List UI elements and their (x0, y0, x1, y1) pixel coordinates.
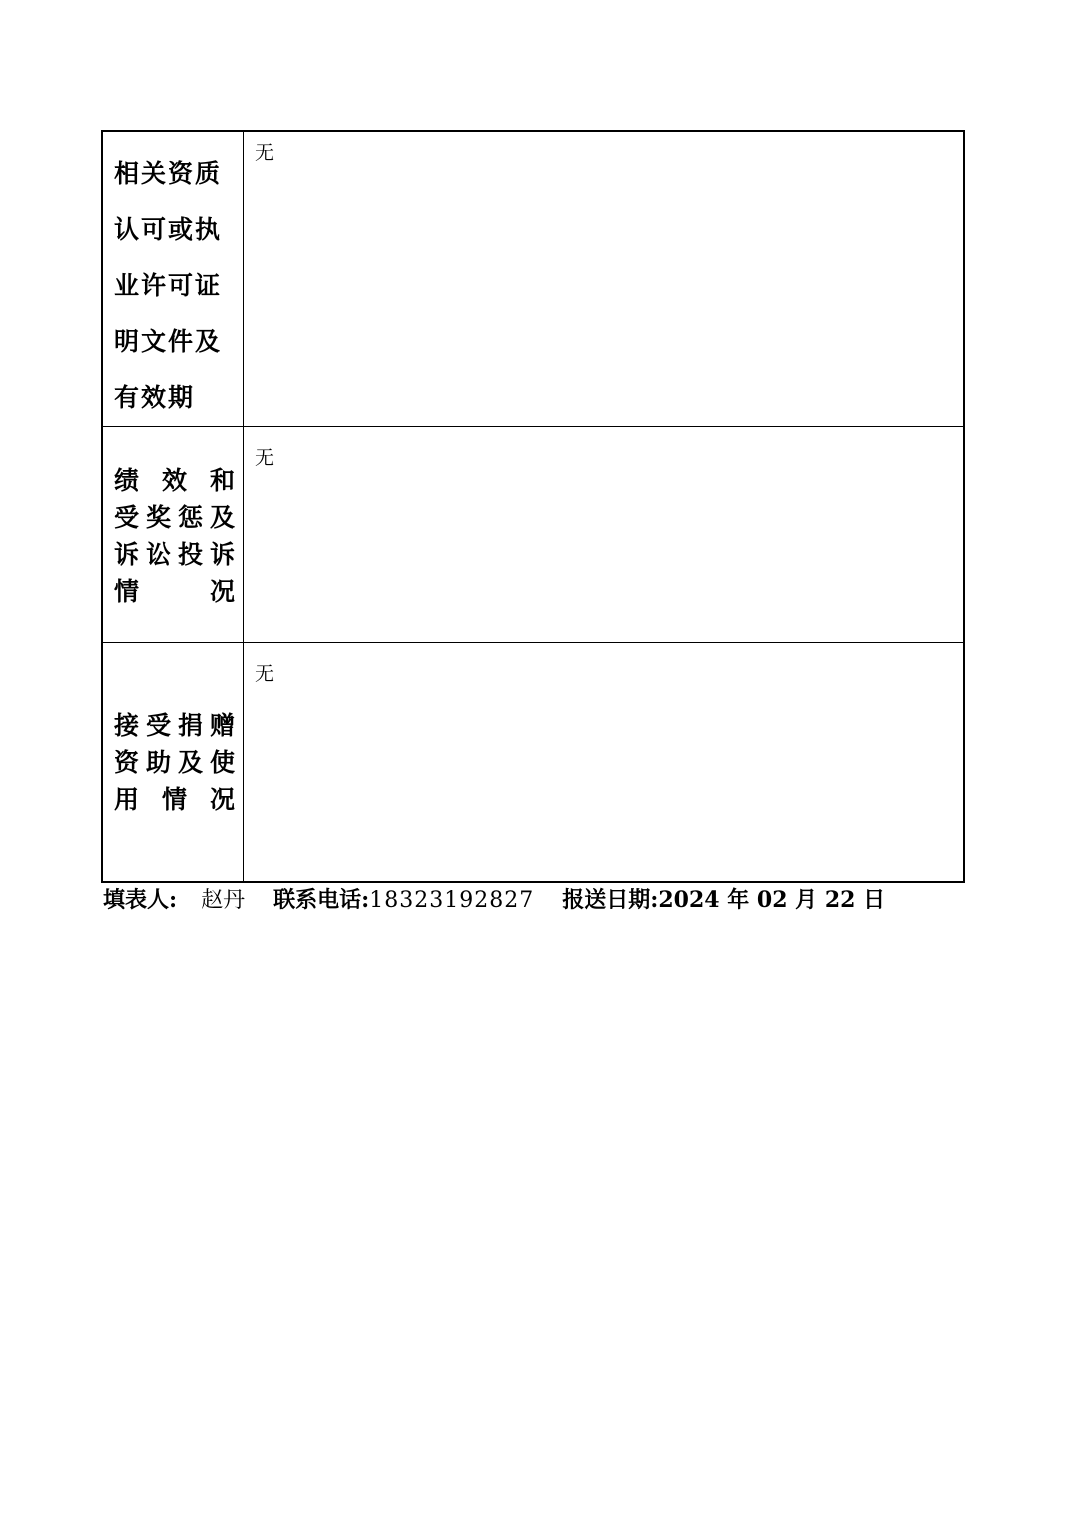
row-value-cell (244, 643, 965, 883)
table-row (102, 427, 964, 643)
qualification-value: 无 (255, 142, 275, 164)
date-value: 2024 年 02 月 22 日 (658, 887, 886, 913)
donation-label-line: 接受捐赠 (114, 711, 235, 740)
donation-label (103, 643, 243, 818)
performance-label-line: 受奖惩及 (114, 503, 235, 532)
row-value-cell (244, 427, 965, 643)
phone-value: 18323192827 (369, 888, 535, 913)
performance-value: 无 (255, 447, 275, 469)
performance-label-line: 情况 (114, 577, 235, 606)
row-label-cell (102, 427, 244, 643)
phone-label: 联系电话: (273, 887, 370, 913)
performance-label-line: 诉讼投诉 (114, 540, 235, 569)
table-row (102, 643, 964, 883)
report-table (101, 130, 965, 883)
performance-label-line: 绩效和 (114, 466, 235, 495)
filler-name: 赵丹 (201, 888, 246, 913)
date-label: 报送日期: (562, 887, 659, 913)
filler-label: 填表人: (103, 887, 178, 913)
performance-label (103, 427, 243, 610)
donation-label-line: 用情况 (114, 785, 235, 814)
table-row (102, 131, 964, 427)
row-value-cell (244, 131, 965, 427)
donation-label-line: 资助及使 (114, 748, 235, 777)
donation-value: 无 (255, 663, 275, 685)
qualification-label: 相关资质认可或执业许可证明文件及有效期 (114, 159, 223, 412)
report-footer (103, 884, 885, 917)
row-label-cell (102, 131, 244, 427)
row-label-cell (102, 643, 244, 883)
